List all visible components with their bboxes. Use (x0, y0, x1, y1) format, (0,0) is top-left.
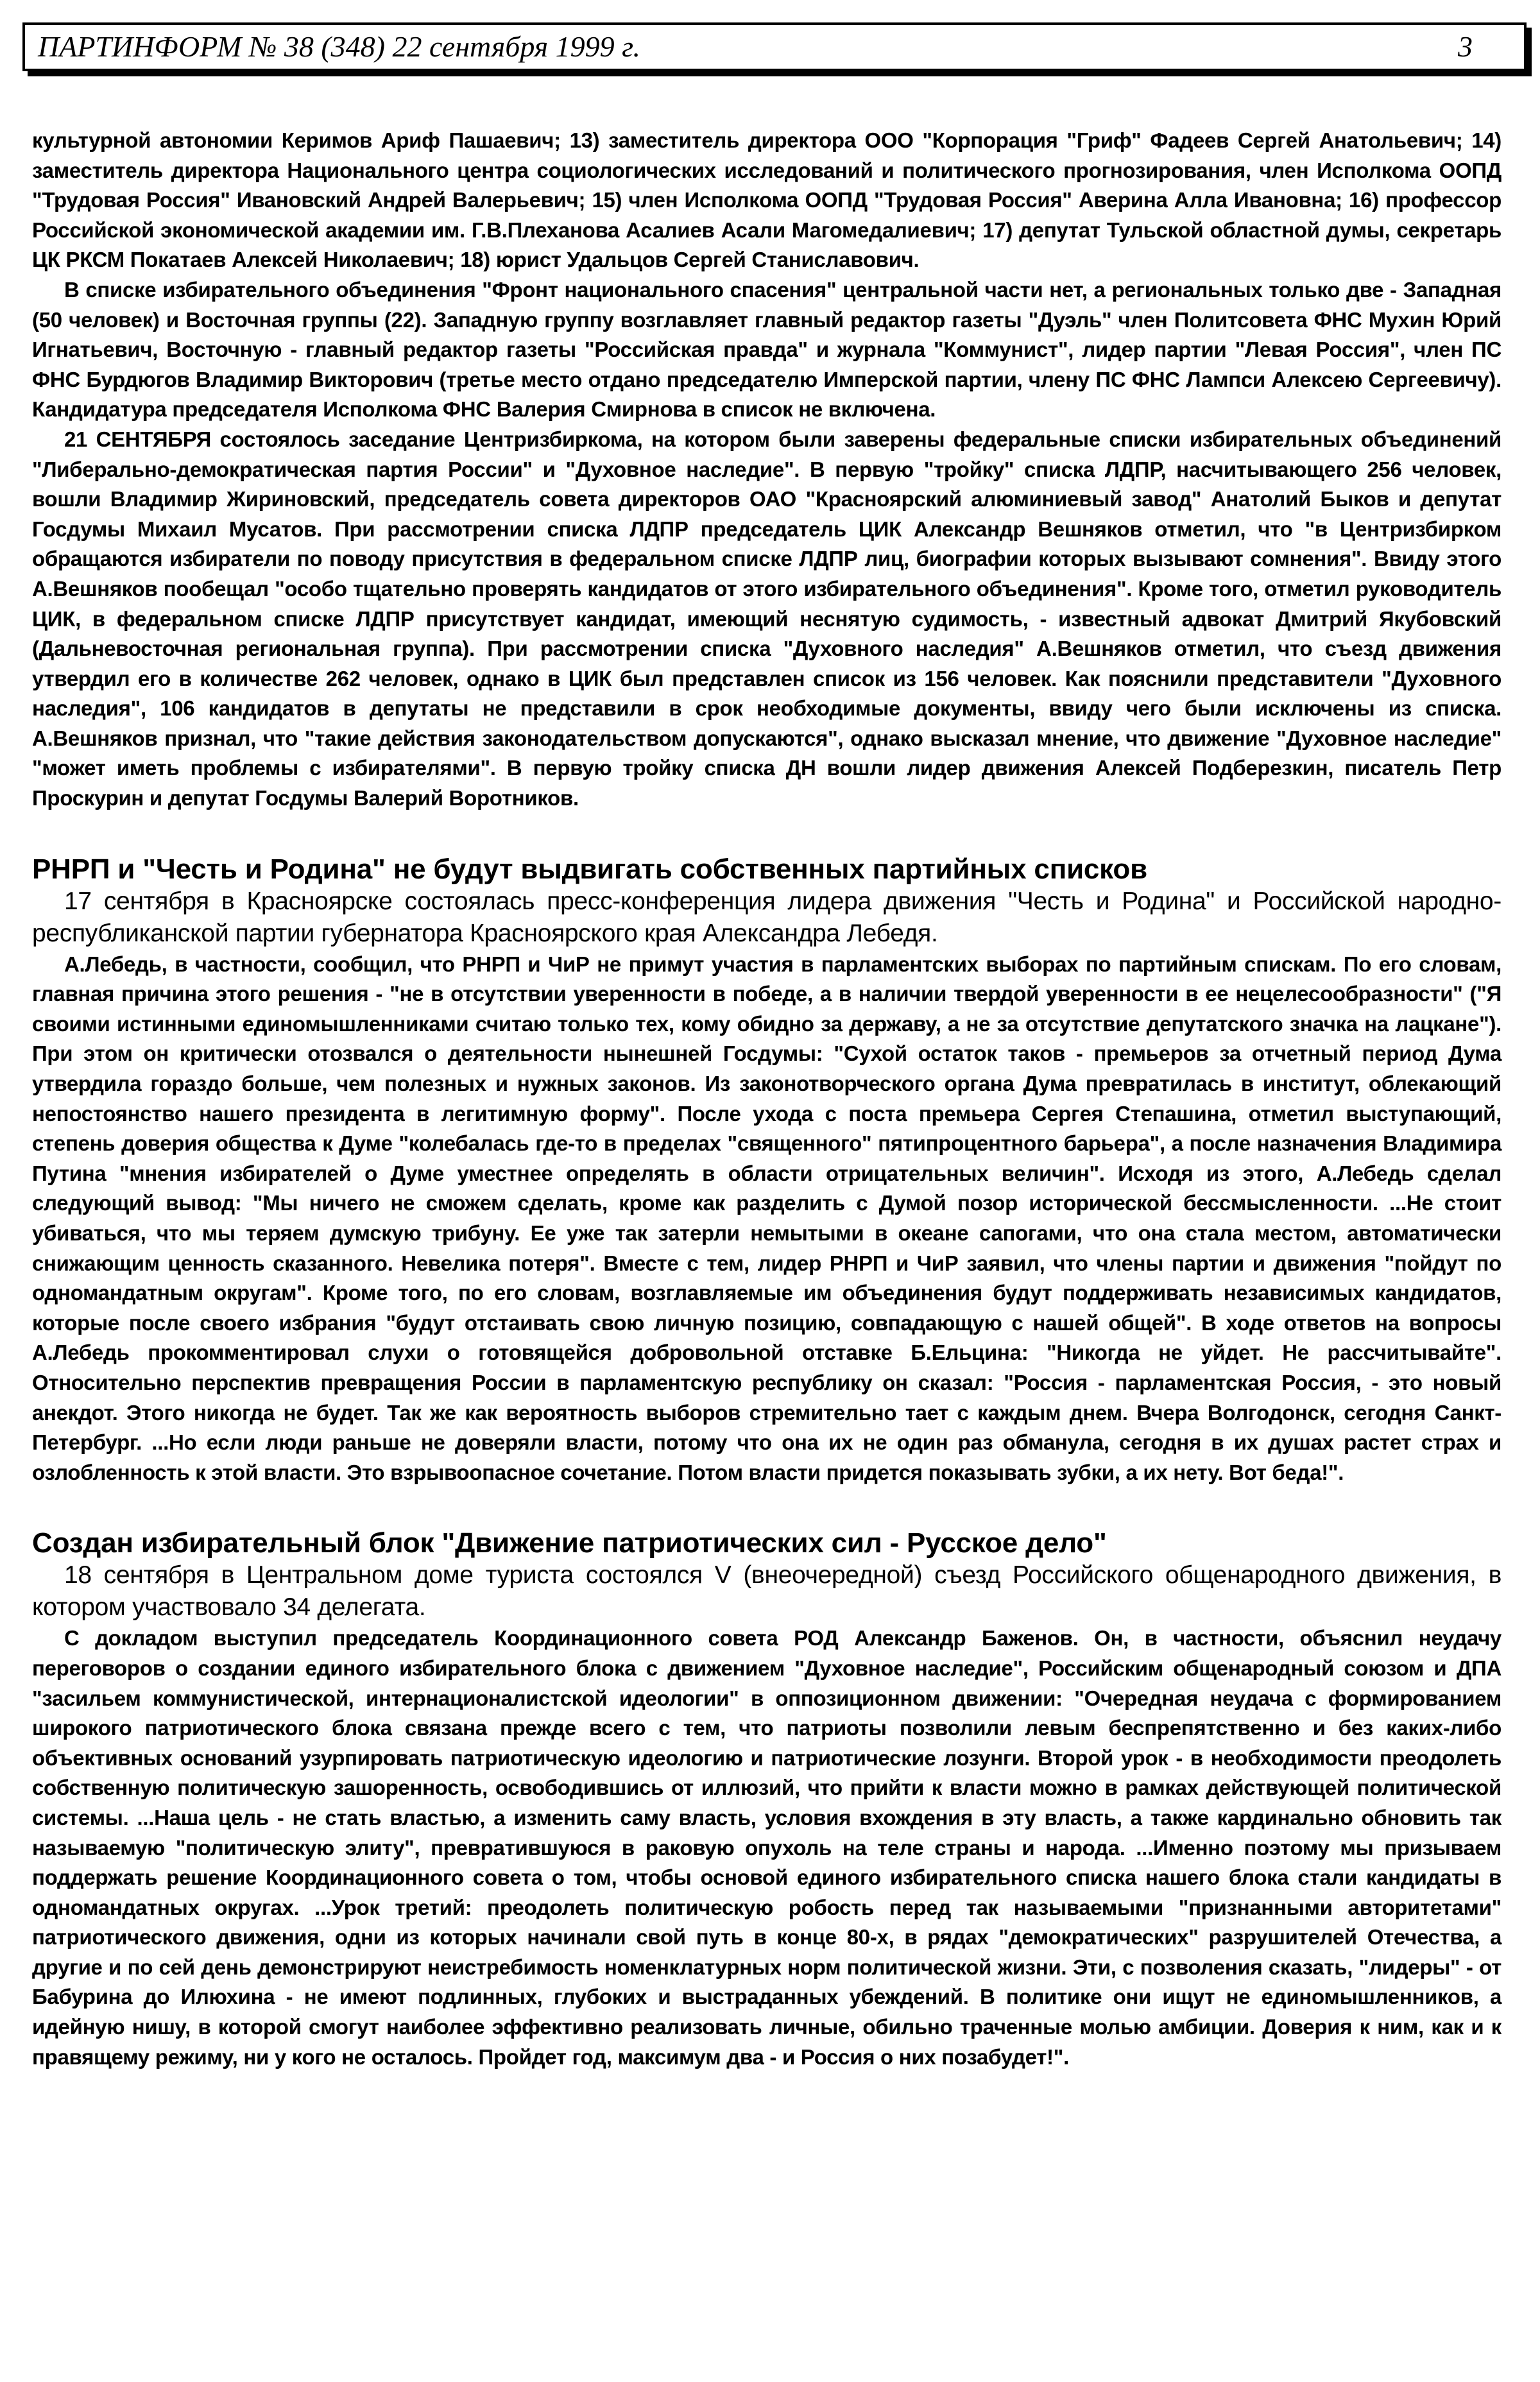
paragraph: культурной автономии Керимов Ариф Пашаевич; 13) заместитель директора ООО "Корпорация "Гриф" Фадеев Сергей Анатольевич; 14) заместитель директора Национального центра социологических исследований и политического прогнозирования, член Исполкома ООПД "Трудовая Россия" Ивановский Андрей Валерьевич; 15) член Исполкома ООПД "Трудовая Россия" Аверина Алла Ивановна; 16) профессор Российской экономической академии им. Г.В.Плеханова Асалиев Асали Магомедалиевич; 17) депутат Тульской областной думы, секретарь ЦК РКСМ Покатаев Алексей Николаевич; 18) юрист Удальцов Сергей Станиславович. (32, 128, 1502, 272)
page-header (22, 22, 1527, 71)
paragraph: 21 СЕНТЯБРЯ состоялось заседание Центризбиркома, на котором были заверены федеральные списки избирательных объединений "Либерально-демократическая партия России" и "Духовное наследие". В первую "тройку" списка ЛДПР, насчитывающего 256 человек, вошли Владимир Жириновский, председатель совета директоров ОАО "Красноярский алюминиевый завод" Анатолий Быков и депутат Госдумы Михаил Мусатов. При рассмотрении списка ЛДПР председатель ЦИК Александр Вешняков отметил, что "в Центризбирком обращаются избиратели по поводу присутствия в федеральном списке ЛДПР лиц, биографии которых вызывают сомнения". Ввиду этого А.Вешняков пообещал "особо тщательно проверять кандидатов от этого избирательного объединения". Кроме того, отметил руководитель ЦИК, в федеральном списке ЛДПР присутствует кандидат, имеющий неснятую судимость, - известный адвокат Дмитрий Якубовский (Дальневосточная региональная группа). При рассмотрении списка "Духовного наследия" А.Вешняков отметил, что съезд движения утвердил его в количестве 262 человек, однако в ЦИК был представлен список из 156 человек. Как пояснили представители "Духовного наследия", 106 кандидатов в депутаты не представили в срок необходимые документы, ввиду чего были исключены из списка. А.Вешняков признал, что "такие действия законодательством допускаются", однако высказал мнение, что движение "Духовное наследие" "может иметь проблемы с избирателями". В первую тройку списка ДН вошли лидер движения Алексей Подберезкин, писатель Петр Проскурин и депутат Госдумы Валерий Воротников. (32, 427, 1502, 810)
paragraph: А.Лебедь, в частности, сообщил, что РНРП и ЧиР не примут участия в парламентских выборах по партийным спискам. По его словам, главная причина этого решения - "не в отсутствии уверенности в победе, а в наличии твердой уверенности в ее нецелесообразности" ("Я своими истинными единомышленниками считаю только тех, кому обидно за державу, а не за отсутствие депутатского значка на лацкане"). При этом он критически отозвался о деятельности нынешней Госдумы: "Сухой остаток таков - премьеров за отчетный период Дума утвердила гораздо больше, чем полезных и нужных законов. Из законотворческого органа Дума превратилась в институт, облекающий непостоянство нашего президента в легитимную форму". После ухода с поста премьера Сергея Степашина, отметил выступающий, степень доверия общества к Думе "колебалась где-то в пределах "священного" пятипроцентного барьера", а после назначения Владимира Путина "мнения избирателей о Думе уместнее определять в области отрицательных величин". Исходя из этого, А.Лебедь сделал следующий вывод: "Мы ничего не сможем сделать, кроме как разделить с Думой позор исторической бессмысленности. ...Не стоит убиваться, что мы теряем думскую трибуну. Ее уже так затерли немытыми в океане сапогами, что она стала местом, автоматически снижающим ценность сказанного. Невелика потеря". Вместе с тем, лидер РНРП и ЧиР заявил, что члены партии и движения "пойдут по одномандатным округам". Кроме того, по его словам, возглавляемые им объединения будут поддерживать независимых кандидатов, которые после своего избрания "будут отстаивать свою личную позицию, совпадающую с нашей общей". В ходе ответов на вопросы А.Лебедь прокомментировал слухи о готовящейся добровольной отставке Б.Ельцина: "Никогда не уйдет. Не рассчитывайте". Относительно перспектив превращения России в парламентскую республику он сказал: "Россия - парламентская Россия, - это новый анекдот. Этого никогда не будет. Так же как вероятность выборов стремительно тает с каждым днем. Вчера Волгодонск, сегодня Санкт-Петербург. ...Но если люди раньше не доверяли власти, потому что она их не один раз обманула, сегодня в их душах растет страх и озлобленность к этой власти. Это взрывоопасное сочетание. Потом власти придется показывать зубки, а их нету. Вот беда!". (32, 952, 1502, 1484)
paragraph: В списке избирательного объединения "Фронт национального спасения" центральной части нет, а региональных только две - Западная (50 человек) и Восточная группы (22). Западную группу возглавляет главный редактор газеты "Дуэль" член Политсовета ФНС Мухин Юрий Игнатьевич, Восточную - главный редактор газеты "Российская правда" и журнала "Коммунист", лидер партии "Левая Россия", член ПС ФНС Бурдюгов Владимир Викторович (третье место отдано председателю Имперской партии, члену ПС ФНС Лампси Алексею Сергеевичу). Кандидатура председателя Исполкома ФНС Валерия Смирнова в список не включена. (32, 277, 1502, 422)
article-body (32, 126, 1502, 2072)
publication-title: ПАРТИНФОРМ № 38 (348) 22 сентября 1999 г. (38, 30, 640, 63)
article-lead: 18 сентября в Центральном доме туриста состоялся V (внеочередной) съезд Российского общенародного движения, в котором участвовало 34 делегата. (32, 1561, 1502, 1622)
article-heading: РНРП и "Честь и Родина" не будут выдвигать собственных партийных списков (32, 853, 1147, 885)
page-number: 3 (1458, 30, 1473, 63)
article-heading: Создан избирательный блок "Движение патриотических сил - Русское дело" (32, 1527, 1107, 1559)
article-lead: 17 сентября в Красноярске состоялась пресс-конференция лидера движения "Честь и Родина" и Российской народно-республиканской партии губернатора Красноярского края Александра Лебедя. (32, 887, 1502, 947)
paragraph: С докладом выступил председатель Координационного совета РОД Александр Баженов. Он, в частности, объяснил неудачу переговоров о создании единого избирательного блока с движением "Духовное наследие", Российским общенародный союзом и ДПА "засильем коммунистической, интернационалистской идеологии" в оппозиционном движении: "Очередная неудача с формированием широкого патриотического блока связана прежде всего с тем, что патриоты позволили левым беспрепятственно и без каких-либо объективных оснований узурпировать патриотическую идеологию и патриотические лозунги. Второй урок - в необходимости преодолеть собственную политическую зашоренность, освободившись от иллюзий, что прийти к власти можно в рамках действующей политической системы. ...Наша цель - не стать властью, а изменить саму власть, условия вхождения в эту власть, а также кардинально обновить так называемую "политическую элиту", превратившуюся в раковую опухоль на теле страны и народа. ...Именно поэтому мы призываем поддержать решение Координационного совета о том, чтобы основой единого избирательного списка нашего блока стали кандидаты в одномандатных округах. ...Урок третий: преодолеть политическую робость перед так называемыми "признанными авторитетами" патриотического движения, одни из которых начинали свой путь в конце 80-х, в рядах "демократических" разрушителей Отечества, а другие и по сей день демонстрируют неистребимость номенклатурных норм политической жизни. Эти, с позволения сказать, "лидеры" - от Бабурина до Илюхина - не имеют подлинных, глубоких и выстраданных убеждений. В политике они ищут не единомышленников, а идейную нишу, в которой смогут наиболее эффективно реализовать личные, обильно траченные молью амбиции. Доверия к ним, как и к правящему режиму, ни у кого не осталось. Пройдет год, максимум два - и Россия о них позабудет!". (32, 1626, 1502, 2069)
